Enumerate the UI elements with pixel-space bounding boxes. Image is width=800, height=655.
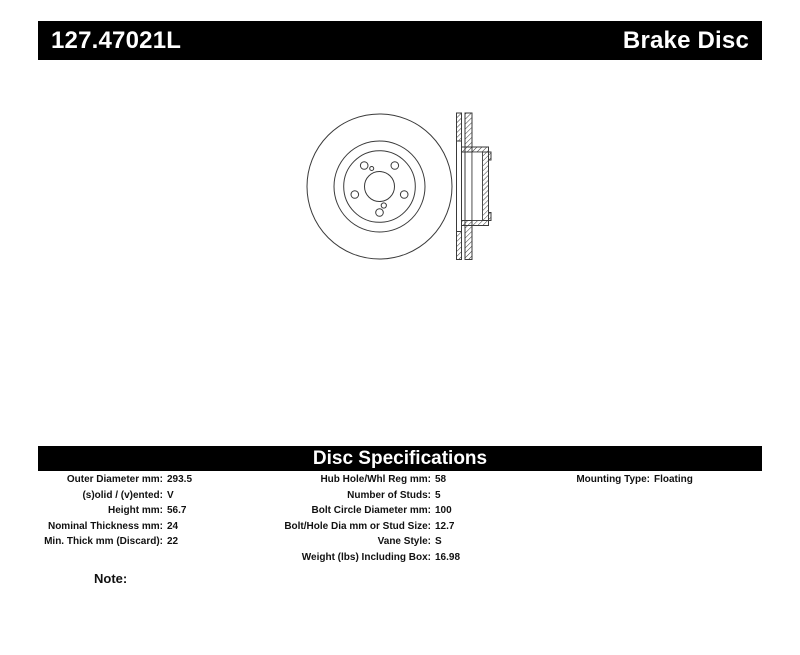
spec-label: Number of Studs: — [347, 489, 431, 501]
brake-disc-section-view — [457, 113, 492, 260]
spec-value: 293.5 — [167, 474, 193, 485]
spec-row-outer-diameter — [38, 472, 288, 488]
spec-label: Hub Hole/Whl Reg mm: — [320, 474, 431, 485]
spec-row-solid-vented — [38, 488, 288, 504]
section-hat-bottom-flange — [462, 221, 489, 226]
spec-value: 58 — [435, 474, 447, 485]
stud-holes — [351, 162, 408, 217]
spec-label: Outer Diameter mm: — [66, 474, 163, 485]
spec-value: 5 — [435, 489, 441, 501]
spec-label: Weight (lbs) Including Box: — [301, 551, 431, 563]
spec-value: 24 — [167, 520, 179, 532]
spec-value: 16.98 — [435, 551, 461, 563]
section-hat-top-flange — [462, 147, 489, 152]
product-type-title: Brake Disc — [622, 26, 749, 54]
spec-column-middle — [280, 472, 530, 565]
spec-label: Min. Thick mm (Discard): — [44, 536, 163, 547]
spec-label: Nominal Thickness mm: — [47, 520, 163, 532]
spec-value: 56.7 — [167, 505, 187, 516]
spec-section-title: Disc Specifications — [312, 448, 488, 469]
spec-column-left — [38, 472, 288, 550]
spec-column-right — [540, 472, 762, 488]
header-bar — [38, 21, 762, 60]
spec-row-hub-hole — [280, 472, 530, 488]
spec-row-height — [38, 503, 288, 519]
spec-label: (s)olid / (v)ented: — [82, 489, 163, 501]
spec-row-bolt-hole-dia — [280, 519, 530, 535]
section-hat-interior — [472, 152, 483, 221]
friction-surface-inner-edge — [334, 141, 425, 232]
spec-label: Mounting Type: — [576, 474, 650, 485]
spec-label: Bolt/Hole Dia mm or Stud Size: — [284, 520, 431, 532]
spec-row-number-of-studs — [280, 488, 530, 504]
hub-face-edge — [344, 151, 416, 223]
note-label: Note: — [94, 571, 128, 586]
spec-label: Bolt Circle Diameter mm: — [311, 505, 431, 516]
technical-drawing — [300, 108, 495, 265]
spec-value: S — [435, 536, 442, 547]
spec-label: Vane Style: — [377, 536, 431, 547]
brake-disc-drawing — [300, 108, 495, 265]
part-number: 127.47021L — [51, 26, 182, 54]
spec-row-min-thickness — [38, 534, 288, 550]
spec-section-title-bar — [38, 446, 762, 471]
spec-value: 100 — [435, 505, 452, 516]
section-hat-mounting-face — [483, 152, 489, 221]
spec-value: Floating — [654, 474, 693, 485]
rotor-outer-edge — [307, 114, 452, 259]
spec-row-vane-style — [280, 534, 530, 550]
spec-row-bolt-circle-diameter — [280, 503, 530, 519]
spec-row-weight — [280, 550, 530, 566]
spec-value: 12.7 — [435, 520, 455, 532]
center-bore — [365, 172, 395, 202]
spec-value: 22 — [167, 536, 179, 547]
spec-row-mounting-type — [540, 472, 762, 488]
spec-row-nominal-thickness — [38, 519, 288, 535]
spec-value: V — [167, 489, 174, 501]
spec-label: Height mm: — [108, 505, 163, 516]
brake-disc-front-view — [307, 114, 452, 259]
